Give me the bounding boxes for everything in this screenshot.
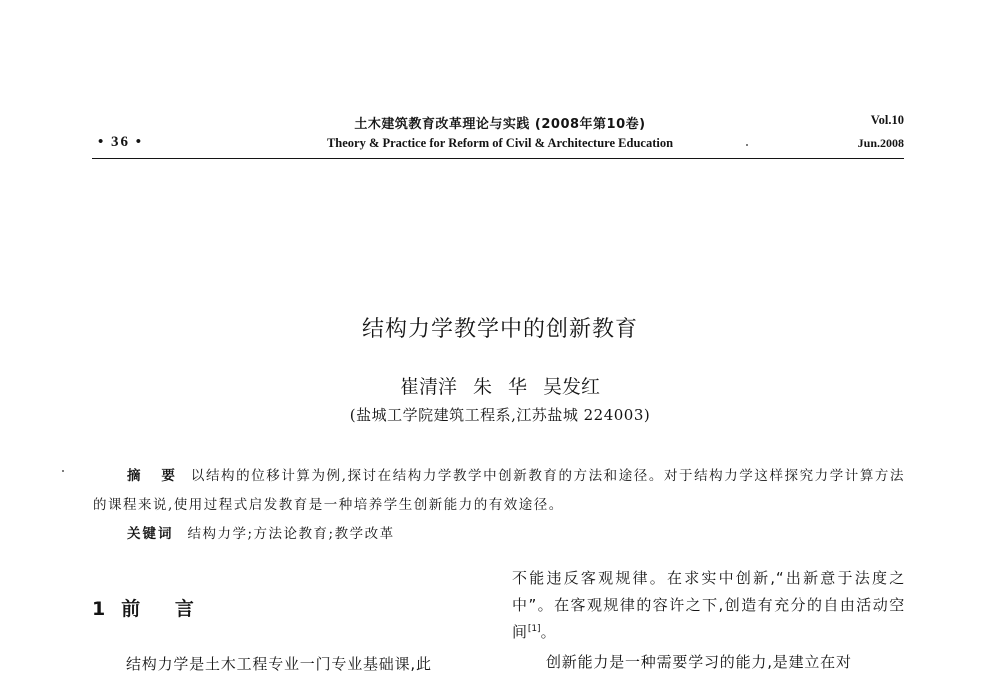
- keywords-text: 结构力学;方法论教育;教学改革: [187, 526, 395, 542]
- abstract-label: 摘 要: [127, 468, 183, 484]
- header-rule: [92, 158, 904, 159]
- paragraph-text: 不能违反客观规律。在求实中创新,“出新意于法度之中”。在客观规律的容许之下,创造有充分的自由活动空间: [512, 569, 905, 641]
- section-title: 前 言: [121, 598, 208, 620]
- keywords-label: 关键词: [127, 526, 174, 542]
- citation-ref: [1]: [527, 624, 541, 634]
- right-column: [512, 565, 905, 676]
- journal-title-en: Theory & Practice for Reform of Civil & Architecture Education: [326, 136, 674, 150]
- abstract-text: 以结构的位移计算为例,探讨在结构力学教学中创新教育的方法和途径。对于结构力学这样探究力学计算方法的课程来说,使用过程式启发教育是一种培养学生创新能力的有效途径。: [93, 468, 906, 513]
- author-affiliation: (盐城工学院建筑工程系,江苏盐城 224003): [349, 406, 651, 424]
- article-authors: 崔清洋 朱 华 吴发红: [399, 376, 601, 398]
- paragraph-text-end: 。: [540, 623, 557, 641]
- issue-date: Jun.2008: [857, 136, 904, 150]
- abstract-block: [93, 462, 905, 520]
- page-number: • 36 •: [98, 134, 144, 150]
- right-column-paragraph-2: 创新能力是一种需要学习的能力,是建立在对: [546, 653, 852, 671]
- volume-label: Vol.10: [870, 113, 904, 127]
- journal-title-cn: 土木建筑教育改革理论与实践 (2008年第10卷): [354, 117, 646, 132]
- scan-speck: [62, 470, 64, 472]
- left-column-paragraph: 结构力学是土木工程专业一门专业基础课,此: [126, 655, 432, 673]
- article-title: 结构力学教学中的创新教育: [361, 317, 638, 342]
- section-heading: [92, 594, 208, 621]
- keywords-block: [127, 520, 897, 549]
- right-column-paragraph-1: [512, 565, 905, 646]
- section-number: 1: [92, 598, 106, 620]
- scan-speck: [746, 144, 748, 146]
